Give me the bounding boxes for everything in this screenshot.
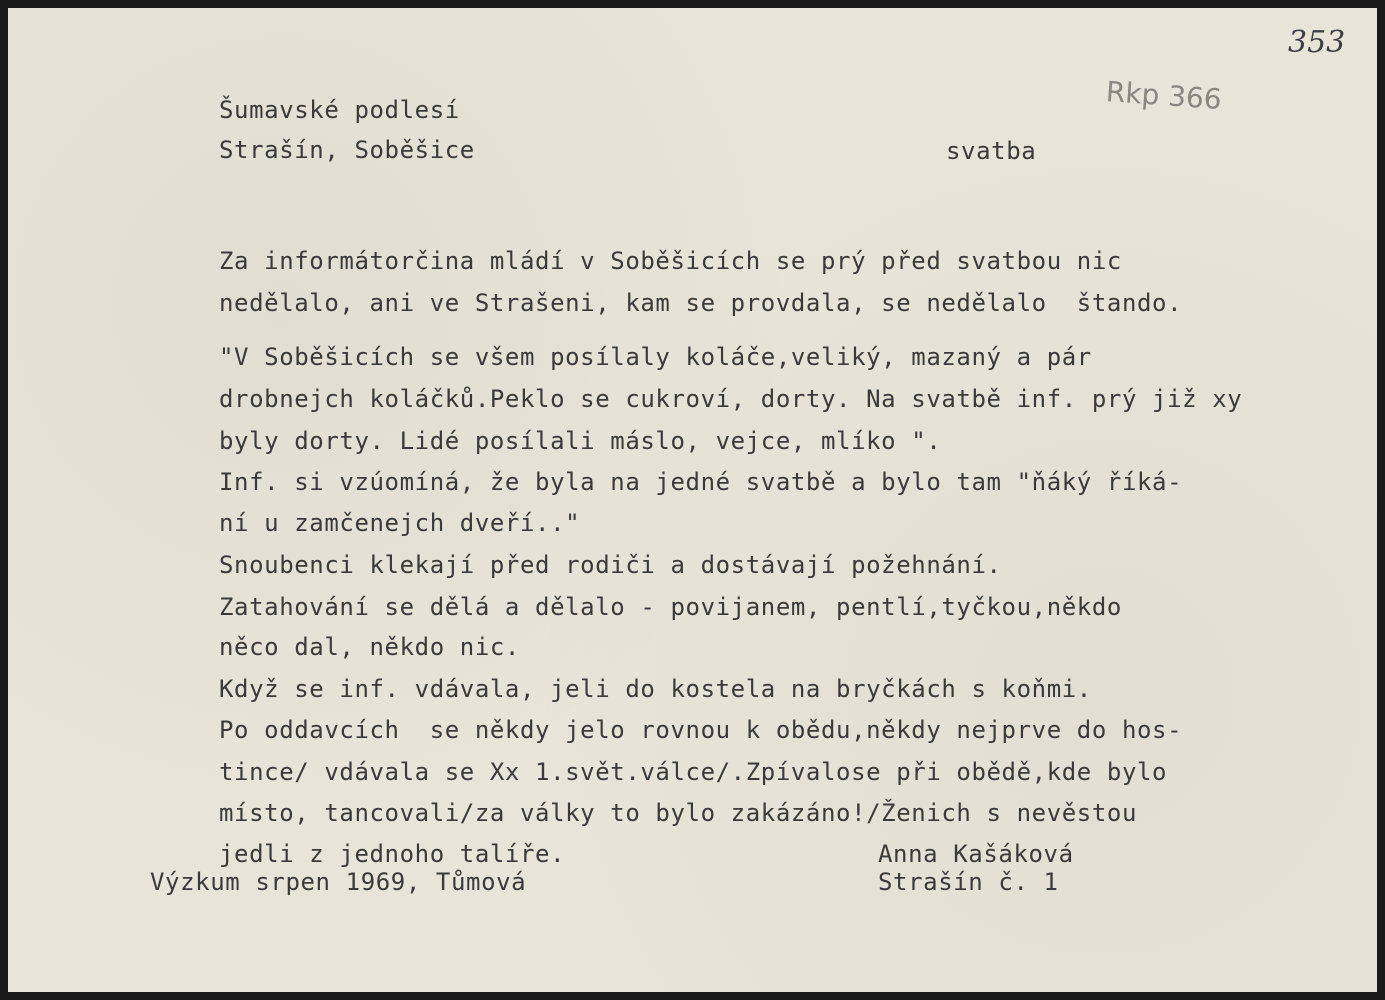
body-line: byly dorty. Lidé posílali máslo, vejce, mlíko ". — [219, 427, 942, 455]
body-line: Za informátorčina mládí v Soběšicích se prý před svatbou nic — [219, 247, 1122, 275]
shelfmark: Rkp 366 — [1104, 75, 1223, 117]
research-note: Výzkum srpen 1969, Tůmová — [150, 868, 527, 896]
body-line: něco dal, někdo nic. — [219, 633, 520, 661]
header-topic: svatba — [946, 137, 1037, 165]
header-region: Šumavské podlesí — [219, 96, 460, 124]
body-line: místo, tancovali/za války to bylo zakázáno!/Ženich s nevěstou — [219, 799, 1138, 827]
body-line: Snoubenci klekají před rodiči a dostávají požehnání. — [219, 551, 1002, 579]
body-line: ní u zamčenejch dveří.." — [219, 509, 581, 537]
page-number: 353 — [1288, 25, 1346, 60]
informant-address: Strašín č. 1 — [878, 868, 1059, 896]
informant-name: Anna Kašáková — [878, 840, 1074, 868]
body-line: "V Soběšicích se všem posílaly koláče,veliký, mazaný a pár — [219, 343, 1092, 371]
header-places: Strašín, Soběšice — [219, 136, 475, 164]
archive-card — [8, 8, 1377, 992]
body-line: Inf. si vzúomíná, že byla na jedné svatbě a bylo tam "ňáký říká- — [219, 468, 1183, 496]
body-line: Po oddavcích se někdy jelo rovnou k obědu,někdy nejprve do hos- — [219, 716, 1183, 744]
body-line: drobnejch koláčků.Peklo se cukroví, dorty. Na svatbě inf. prý již xy — [219, 385, 1243, 413]
body-line: nedělalo, ani ve Strašeni, kam se provdala, se nedělalo štando. — [219, 289, 1183, 317]
body-line: Zatahování se dělá a dělalo - povijanem, pentlí,tyčkou,někdo — [219, 593, 1122, 621]
body-line: Když se inf. vdávala, jeli do kostela na bryčkách s koňmi. — [219, 675, 1092, 703]
body-line: tince/ vdávala se Xx 1.svět.válce/.Zpívalose při obědě,kde bylo — [219, 758, 1168, 786]
body-line: jedli z jednoho talíře. — [219, 840, 566, 868]
